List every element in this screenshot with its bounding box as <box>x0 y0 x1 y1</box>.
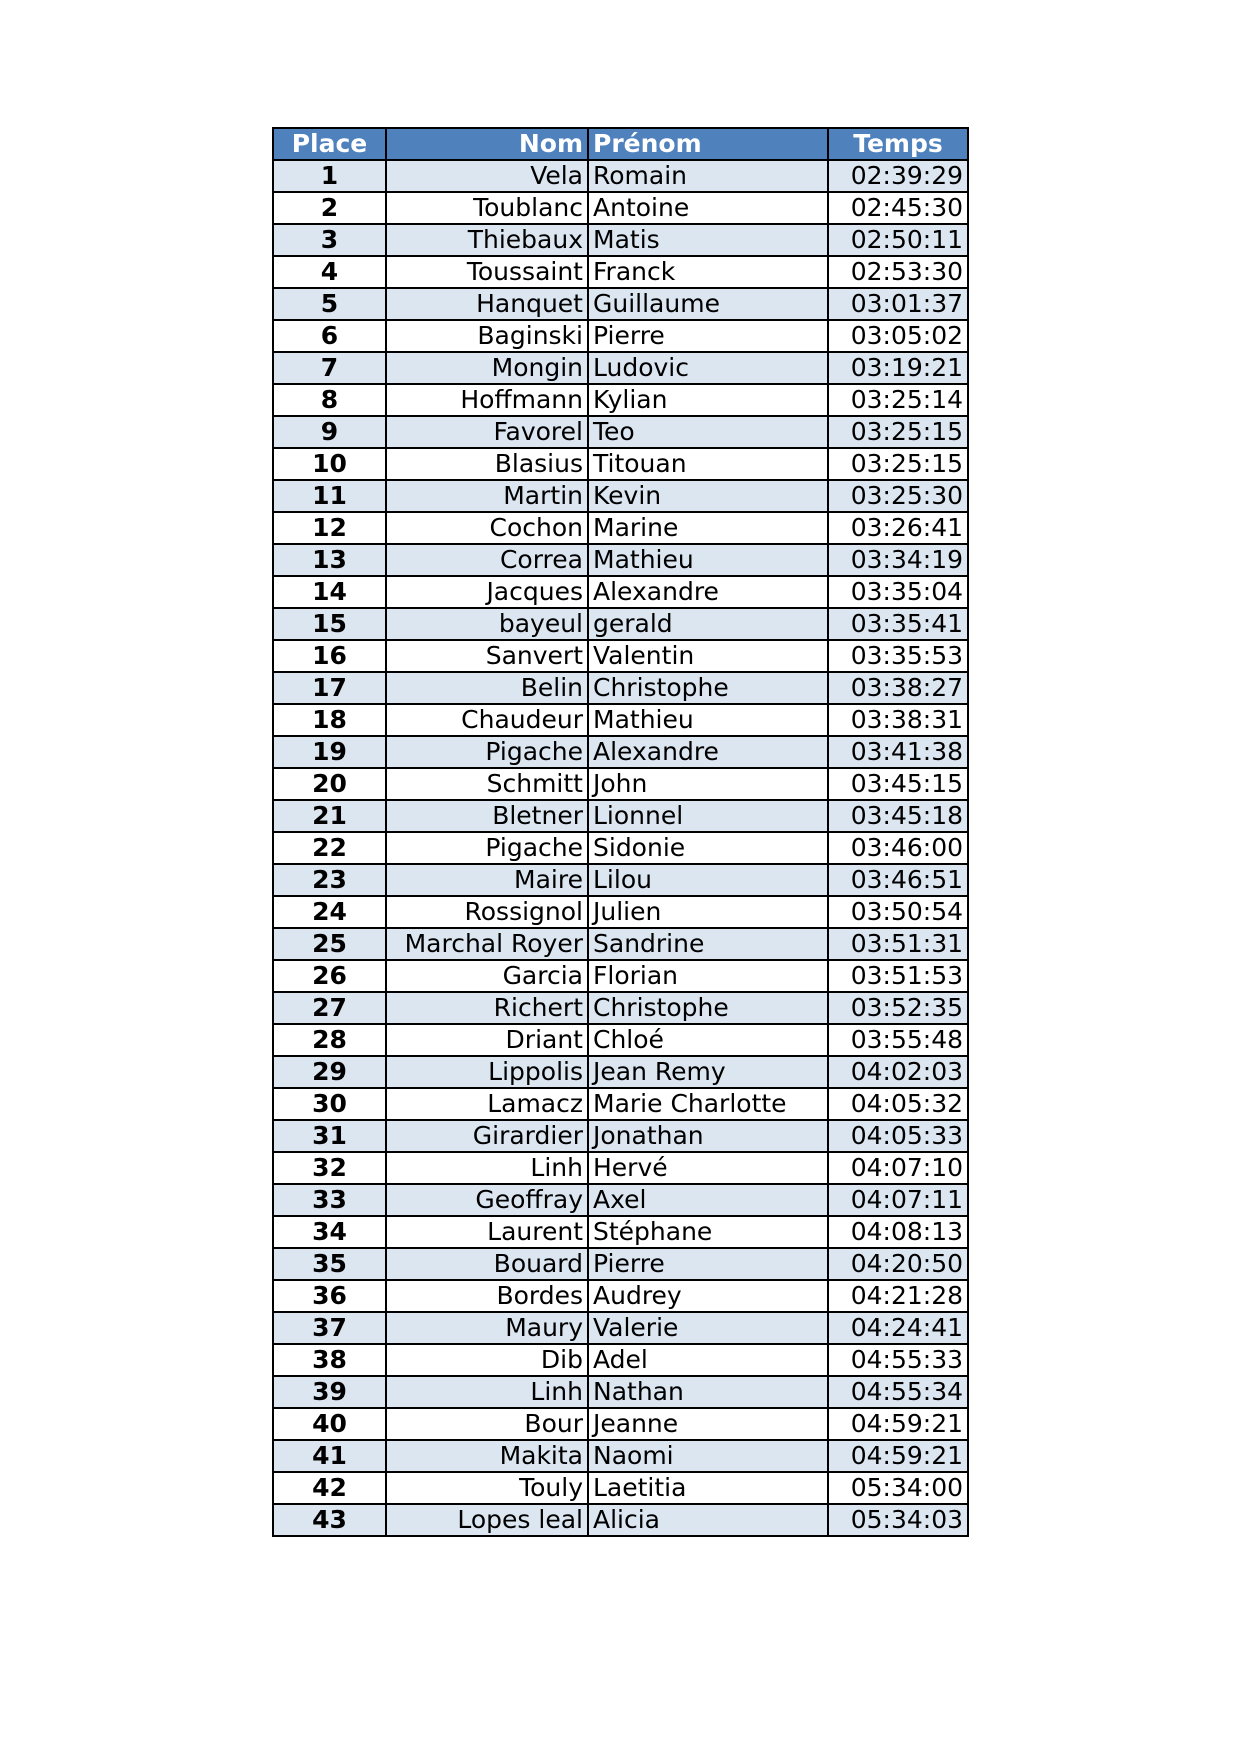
nom-cell: Driant <box>386 1024 588 1056</box>
temps-cell: 03:51:31 <box>828 928 968 960</box>
place-cell: 6 <box>273 320 386 352</box>
temps-cell: 03:25:15 <box>828 416 968 448</box>
place-cell: 28 <box>273 1024 386 1056</box>
table-row <box>273 1504 968 1536</box>
prenom-cell: Mathieu <box>588 704 828 736</box>
place-cell: 8 <box>273 384 386 416</box>
temps-cell: 04:59:21 <box>828 1408 968 1440</box>
table-row <box>273 352 968 384</box>
header-temps: Temps <box>828 128 968 160</box>
prenom-cell: Ludovic <box>588 352 828 384</box>
nom-cell: Chaudeur <box>386 704 588 736</box>
table-row <box>273 896 968 928</box>
prenom-cell: Florian <box>588 960 828 992</box>
place-cell: 25 <box>273 928 386 960</box>
table-row <box>273 1440 968 1472</box>
place-cell: 37 <box>273 1312 386 1344</box>
table-row <box>273 1312 968 1344</box>
prenom-cell: Guillaume <box>588 288 828 320</box>
table-row <box>273 992 968 1024</box>
prenom-cell: Adel <box>588 1344 828 1376</box>
prenom-cell: Valerie <box>588 1312 828 1344</box>
place-cell: 10 <box>273 448 386 480</box>
table-row <box>273 960 968 992</box>
place-cell: 23 <box>273 864 386 896</box>
place-cell: 13 <box>273 544 386 576</box>
place-cell: 33 <box>273 1184 386 1216</box>
table-row <box>273 864 968 896</box>
nom-cell: Geoffray <box>386 1184 588 1216</box>
temps-cell: 04:08:13 <box>828 1216 968 1248</box>
place-cell: 30 <box>273 1088 386 1120</box>
temps-cell: 04:24:41 <box>828 1312 968 1344</box>
table-row <box>273 1216 968 1248</box>
place-cell: 12 <box>273 512 386 544</box>
table-row <box>273 1184 968 1216</box>
prenom-cell: Lionnel <box>588 800 828 832</box>
table-row <box>273 1120 968 1152</box>
table-row <box>273 1344 968 1376</box>
place-cell: 39 <box>273 1376 386 1408</box>
nom-cell: Dib <box>386 1344 588 1376</box>
nom-cell: Girardier <box>386 1120 588 1152</box>
temps-cell: 03:51:53 <box>828 960 968 992</box>
prenom-cell: Romain <box>588 160 828 192</box>
nom-cell: Maire <box>386 864 588 896</box>
header-nom: Nom <box>386 128 588 160</box>
prenom-cell: Christophe <box>588 992 828 1024</box>
table-row <box>273 448 968 480</box>
temps-cell: 03:26:41 <box>828 512 968 544</box>
table-row <box>273 928 968 960</box>
place-cell: 4 <box>273 256 386 288</box>
prenom-cell: gerald <box>588 608 828 640</box>
place-cell: 5 <box>273 288 386 320</box>
nom-cell: Laurent <box>386 1216 588 1248</box>
temps-cell: 03:38:31 <box>828 704 968 736</box>
header-place: Place <box>273 128 386 160</box>
table-row <box>273 160 968 192</box>
prenom-cell: Teo <box>588 416 828 448</box>
prenom-cell: Christophe <box>588 672 828 704</box>
table-row <box>273 1280 968 1312</box>
prenom-cell: Pierre <box>588 320 828 352</box>
table-row <box>273 320 968 352</box>
nom-cell: Toussaint <box>386 256 588 288</box>
temps-cell: 03:25:30 <box>828 480 968 512</box>
nom-cell: Toublanc <box>386 192 588 224</box>
table-row <box>273 288 968 320</box>
temps-cell: 05:34:00 <box>828 1472 968 1504</box>
place-cell: 1 <box>273 160 386 192</box>
prenom-cell: Titouan <box>588 448 828 480</box>
prenom-cell: Mathieu <box>588 544 828 576</box>
temps-cell: 02:45:30 <box>828 192 968 224</box>
nom-cell: Sanvert <box>386 640 588 672</box>
temps-cell: 03:01:37 <box>828 288 968 320</box>
temps-cell: 03:35:04 <box>828 576 968 608</box>
temps-cell: 03:55:48 <box>828 1024 968 1056</box>
nom-cell: Martin <box>386 480 588 512</box>
prenom-cell: Valentin <box>588 640 828 672</box>
temps-cell: 03:19:21 <box>828 352 968 384</box>
nom-cell: Maury <box>386 1312 588 1344</box>
prenom-cell: Jonathan <box>588 1120 828 1152</box>
prenom-cell: Alexandre <box>588 576 828 608</box>
nom-cell: Richert <box>386 992 588 1024</box>
place-cell: 19 <box>273 736 386 768</box>
table-row <box>273 1088 968 1120</box>
prenom-cell: Laetitia <box>588 1472 828 1504</box>
temps-cell: 03:46:51 <box>828 864 968 896</box>
temps-cell: 04:05:33 <box>828 1120 968 1152</box>
prenom-cell: Julien <box>588 896 828 928</box>
temps-cell: 03:41:38 <box>828 736 968 768</box>
temps-cell: 03:35:53 <box>828 640 968 672</box>
nom-cell: bayeul <box>386 608 588 640</box>
place-cell: 18 <box>273 704 386 736</box>
results-table <box>272 127 969 1537</box>
place-cell: 34 <box>273 1216 386 1248</box>
table-row <box>273 1248 968 1280</box>
nom-cell: Linh <box>386 1152 588 1184</box>
table-row <box>273 256 968 288</box>
place-cell: 26 <box>273 960 386 992</box>
table-row <box>273 608 968 640</box>
table-row <box>273 480 968 512</box>
table-row <box>273 736 968 768</box>
place-cell: 3 <box>273 224 386 256</box>
place-cell: 21 <box>273 800 386 832</box>
prenom-cell: Stéphane <box>588 1216 828 1248</box>
nom-cell: Baginski <box>386 320 588 352</box>
temps-cell: 03:25:14 <box>828 384 968 416</box>
table-header <box>273 128 968 160</box>
place-cell: 31 <box>273 1120 386 1152</box>
temps-cell: 03:34:19 <box>828 544 968 576</box>
place-cell: 16 <box>273 640 386 672</box>
prenom-cell: Lilou <box>588 864 828 896</box>
temps-cell: 03:50:54 <box>828 896 968 928</box>
table-row <box>273 192 968 224</box>
place-cell: 9 <box>273 416 386 448</box>
place-cell: 43 <box>273 1504 386 1536</box>
table-row <box>273 1056 968 1088</box>
table-row <box>273 512 968 544</box>
table-row <box>273 672 968 704</box>
nom-cell: Pigache <box>386 736 588 768</box>
temps-cell: 04:20:50 <box>828 1248 968 1280</box>
prenom-cell: Axel <box>588 1184 828 1216</box>
temps-cell: 03:25:15 <box>828 448 968 480</box>
place-cell: 40 <box>273 1408 386 1440</box>
table-row <box>273 224 968 256</box>
nom-cell: Correa <box>386 544 588 576</box>
prenom-cell: Alexandre <box>588 736 828 768</box>
temps-cell: 05:34:03 <box>828 1504 968 1536</box>
nom-cell: Cochon <box>386 512 588 544</box>
place-cell: 11 <box>273 480 386 512</box>
header-prenom: Prénom <box>588 128 828 160</box>
place-cell: 38 <box>273 1344 386 1376</box>
temps-cell: 03:52:35 <box>828 992 968 1024</box>
prenom-cell: Audrey <box>588 1280 828 1312</box>
table-row <box>273 1408 968 1440</box>
prenom-cell: Naomi <box>588 1440 828 1472</box>
place-cell: 15 <box>273 608 386 640</box>
nom-cell: Rossignol <box>386 896 588 928</box>
prenom-cell: Sidonie <box>588 832 828 864</box>
prenom-cell: Nathan <box>588 1376 828 1408</box>
temps-cell: 03:46:00 <box>828 832 968 864</box>
prenom-cell: Matis <box>588 224 828 256</box>
header-row <box>273 128 968 160</box>
nom-cell: Bletner <box>386 800 588 832</box>
temps-cell: 02:50:11 <box>828 224 968 256</box>
nom-cell: Thiebaux <box>386 224 588 256</box>
table-row <box>273 1024 968 1056</box>
nom-cell: Schmitt <box>386 768 588 800</box>
nom-cell: Belin <box>386 672 588 704</box>
nom-cell: Bordes <box>386 1280 588 1312</box>
place-cell: 2 <box>273 192 386 224</box>
nom-cell: Lopes leal <box>386 1504 588 1536</box>
table-row <box>273 640 968 672</box>
temps-cell: 03:35:41 <box>828 608 968 640</box>
temps-cell: 04:07:11 <box>828 1184 968 1216</box>
temps-cell: 04:21:28 <box>828 1280 968 1312</box>
prenom-cell: Marie Charlotte <box>588 1088 828 1120</box>
place-cell: 42 <box>273 1472 386 1504</box>
place-cell: 24 <box>273 896 386 928</box>
place-cell: 7 <box>273 352 386 384</box>
temps-cell: 03:05:02 <box>828 320 968 352</box>
table-row <box>273 704 968 736</box>
nom-cell: Bouard <box>386 1248 588 1280</box>
temps-cell: 03:45:18 <box>828 800 968 832</box>
place-cell: 14 <box>273 576 386 608</box>
prenom-cell: Jean Remy <box>588 1056 828 1088</box>
place-cell: 36 <box>273 1280 386 1312</box>
table-row <box>273 800 968 832</box>
place-cell: 20 <box>273 768 386 800</box>
table-row <box>273 416 968 448</box>
nom-cell: Vela <box>386 160 588 192</box>
table-row <box>273 1472 968 1504</box>
table-row <box>273 832 968 864</box>
temps-cell: 04:55:34 <box>828 1376 968 1408</box>
nom-cell: Lamacz <box>386 1088 588 1120</box>
prenom-cell: Alicia <box>588 1504 828 1536</box>
temps-cell: 02:53:30 <box>828 256 968 288</box>
table-row <box>273 1152 968 1184</box>
prenom-cell: Kevin <box>588 480 828 512</box>
nom-cell: Touly <box>386 1472 588 1504</box>
prenom-cell: Hervé <box>588 1152 828 1184</box>
nom-cell: Favorel <box>386 416 588 448</box>
table-row <box>273 576 968 608</box>
prenom-cell: Chloé <box>588 1024 828 1056</box>
place-cell: 32 <box>273 1152 386 1184</box>
nom-cell: Bour <box>386 1408 588 1440</box>
temps-cell: 04:05:32 <box>828 1088 968 1120</box>
nom-cell: Pigache <box>386 832 588 864</box>
temps-cell: 04:59:21 <box>828 1440 968 1472</box>
prenom-cell: Pierre <box>588 1248 828 1280</box>
nom-cell: Mongin <box>386 352 588 384</box>
table-row <box>273 1376 968 1408</box>
table-row <box>273 768 968 800</box>
table-body <box>273 160 968 1536</box>
prenom-cell: Antoine <box>588 192 828 224</box>
nom-cell: Hanquet <box>386 288 588 320</box>
temps-cell: 04:55:33 <box>828 1344 968 1376</box>
temps-cell: 04:07:10 <box>828 1152 968 1184</box>
table-row <box>273 544 968 576</box>
nom-cell: Linh <box>386 1376 588 1408</box>
temps-cell: 02:39:29 <box>828 160 968 192</box>
temps-cell: 03:38:27 <box>828 672 968 704</box>
place-cell: 27 <box>273 992 386 1024</box>
nom-cell: Garcia <box>386 960 588 992</box>
place-cell: 17 <box>273 672 386 704</box>
place-cell: 29 <box>273 1056 386 1088</box>
nom-cell: Hoffmann <box>386 384 588 416</box>
temps-cell: 03:45:15 <box>828 768 968 800</box>
nom-cell: Blasius <box>386 448 588 480</box>
prenom-cell: Marine <box>588 512 828 544</box>
place-cell: 41 <box>273 1440 386 1472</box>
place-cell: 35 <box>273 1248 386 1280</box>
prenom-cell: Kylian <box>588 384 828 416</box>
nom-cell: Makita <box>386 1440 588 1472</box>
prenom-cell: John <box>588 768 828 800</box>
prenom-cell: Franck <box>588 256 828 288</box>
place-cell: 22 <box>273 832 386 864</box>
nom-cell: Jacques <box>386 576 588 608</box>
prenom-cell: Sandrine <box>588 928 828 960</box>
table-row <box>273 384 968 416</box>
prenom-cell: Jeanne <box>588 1408 828 1440</box>
temps-cell: 04:02:03 <box>828 1056 968 1088</box>
nom-cell: Lippolis <box>386 1056 588 1088</box>
nom-cell: Marchal Royer <box>386 928 588 960</box>
